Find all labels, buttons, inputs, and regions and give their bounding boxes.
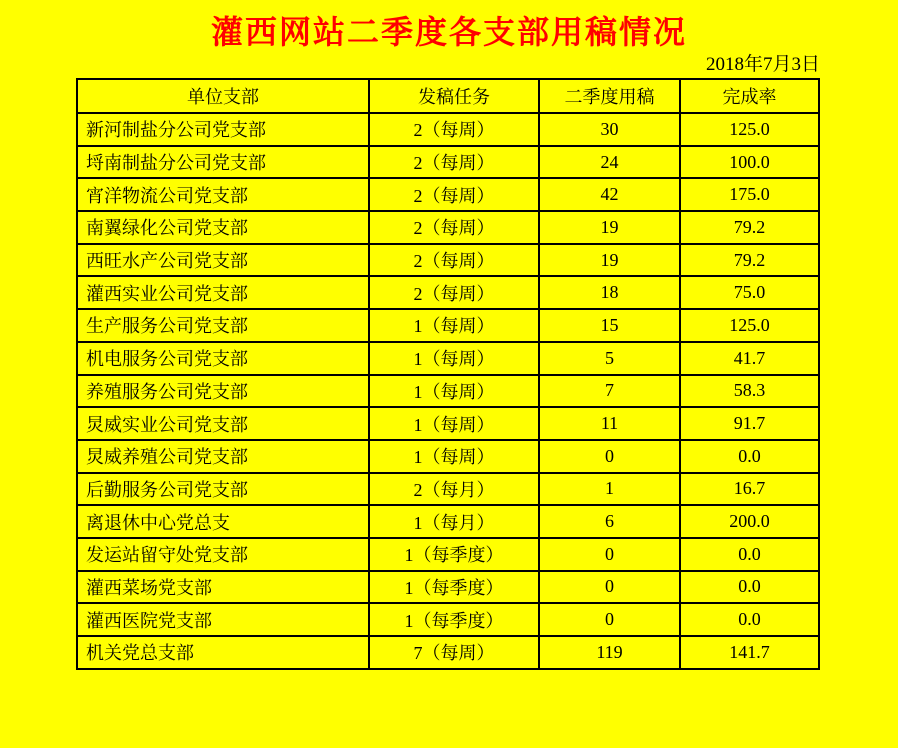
table-row [77, 538, 819, 571]
table-row [77, 473, 819, 506]
task-cell: 2（每月） [369, 473, 539, 506]
task-cell: 2（每周） [369, 146, 539, 179]
task-cell: 2（每周） [369, 178, 539, 211]
completion-rate-cell: 125.0 [680, 113, 819, 146]
unit-branch-cell: 灌西菜场党支部 [77, 571, 369, 604]
table-row [77, 113, 819, 146]
quarter-usage-cell: 0 [539, 440, 680, 473]
unit-branch-cell: 生产服务公司党支部 [77, 309, 369, 342]
task-cell: 2（每周） [369, 211, 539, 244]
quarter-usage-cell: 19 [539, 211, 680, 244]
table-row [77, 211, 819, 244]
completion-rate-cell: 0.0 [680, 440, 819, 473]
quarter-usage-cell: 19 [539, 244, 680, 277]
unit-branch-cell: 南翼绿化公司党支部 [77, 211, 369, 244]
completion-rate-cell: 175.0 [680, 178, 819, 211]
unit-branch-cell: 发运站留守处党支部 [77, 538, 369, 571]
table-body [77, 113, 819, 669]
table-row [77, 407, 819, 440]
unit-branch-cell: 炅威养殖公司党支部 [77, 440, 369, 473]
completion-rate-cell: 16.7 [680, 473, 819, 506]
unit-branch-cell: 灌西实业公司党支部 [77, 276, 369, 309]
quarter-usage-cell: 6 [539, 505, 680, 538]
table-row [77, 309, 819, 342]
table-row [77, 571, 819, 604]
task-cell: 1（每周） [369, 375, 539, 408]
task-cell: 2（每周） [369, 244, 539, 277]
completion-rate-cell: 200.0 [680, 505, 819, 538]
unit-branch-cell: 机电服务公司党支部 [77, 342, 369, 375]
quarter-usage-cell: 15 [539, 309, 680, 342]
col-header-unit-branch: 单位支部 [77, 79, 369, 113]
completion-rate-cell: 125.0 [680, 309, 819, 342]
quarter-usage-cell: 119 [539, 636, 680, 669]
task-cell: 1（每季度） [369, 538, 539, 571]
date-label: 2018年7月3日 [705, 54, 820, 75]
quarter-usage-cell: 0 [539, 603, 680, 636]
col-header-quarter-usage: 二季度用稿 [539, 79, 680, 113]
task-cell: 7（每周） [369, 636, 539, 669]
completion-rate-cell: 0.0 [680, 571, 819, 604]
completion-rate-cell: 79.2 [680, 244, 819, 277]
completion-rate-cell: 0.0 [680, 538, 819, 571]
completion-rate-cell: 91.7 [680, 407, 819, 440]
task-cell: 1（每周） [369, 342, 539, 375]
quarter-usage-cell: 0 [539, 538, 680, 571]
quarter-usage-cell: 18 [539, 276, 680, 309]
completion-rate-cell: 79.2 [680, 211, 819, 244]
page-title: 灌西网站二季度各支部用稿情况 [210, 14, 687, 50]
table-row [77, 603, 819, 636]
header-row [77, 79, 819, 113]
quarter-usage-cell: 7 [539, 375, 680, 408]
table-row [77, 342, 819, 375]
table-row [77, 636, 819, 669]
quarter-usage-cell: 0 [539, 571, 680, 604]
task-cell: 1（每季度） [369, 571, 539, 604]
task-cell: 2（每周） [369, 113, 539, 146]
table-row [77, 505, 819, 538]
quarter-usage-cell: 30 [539, 113, 680, 146]
table-row [77, 276, 819, 309]
completion-rate-cell: 141.7 [680, 636, 819, 669]
unit-branch-cell: 新河制盐分公司党支部 [77, 113, 369, 146]
col-header-completion-rate: 完成率 [680, 79, 819, 113]
unit-branch-cell: 埒南制盐分公司党支部 [77, 146, 369, 179]
task-cell: 1（每季度） [369, 603, 539, 636]
report-table [76, 78, 820, 670]
table-row [77, 146, 819, 179]
table-row [77, 375, 819, 408]
unit-branch-cell: 养殖服务公司党支部 [77, 375, 369, 408]
unit-branch-cell: 离退休中心党总支 [77, 505, 369, 538]
table-row [77, 244, 819, 277]
unit-branch-cell: 炅威实业公司党支部 [77, 407, 369, 440]
task-cell: 2（每周） [369, 276, 539, 309]
quarter-usage-cell: 11 [539, 407, 680, 440]
table-row [77, 440, 819, 473]
table-row [77, 178, 819, 211]
task-cell: 1（每月） [369, 505, 539, 538]
quarter-usage-cell: 24 [539, 146, 680, 179]
quarter-usage-cell: 42 [539, 178, 680, 211]
task-cell: 1（每周） [369, 309, 539, 342]
quarter-usage-cell: 5 [539, 342, 680, 375]
completion-rate-cell: 41.7 [680, 342, 819, 375]
task-cell: 1（每周） [369, 407, 539, 440]
unit-branch-cell: 灌西医院党支部 [77, 603, 369, 636]
unit-branch-cell: 机关党总支部 [77, 636, 369, 669]
completion-rate-cell: 58.3 [680, 375, 819, 408]
unit-branch-cell: 西旺水产公司党支部 [77, 244, 369, 277]
completion-rate-cell: 75.0 [680, 276, 819, 309]
unit-branch-cell: 后勤服务公司党支部 [77, 473, 369, 506]
task-cell: 1（每周） [369, 440, 539, 473]
col-header-task: 发稿任务 [369, 79, 539, 113]
unit-branch-cell: 宵洋物流公司党支部 [77, 178, 369, 211]
quarter-usage-cell: 1 [539, 473, 680, 506]
completion-rate-cell: 100.0 [680, 146, 819, 179]
completion-rate-cell: 0.0 [680, 603, 819, 636]
